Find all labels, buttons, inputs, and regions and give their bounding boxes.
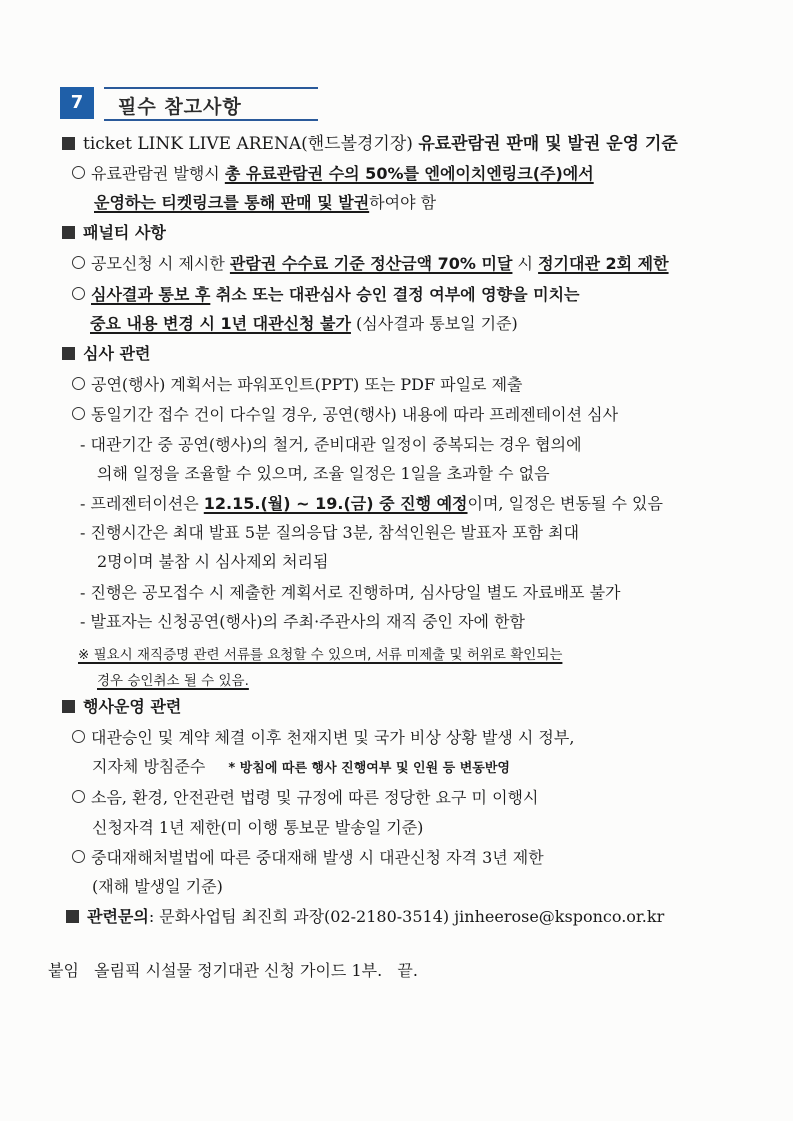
operation-item-1: 대관승인 및 계약 체결 이후 천재지변 및 국가 비상 상황 발생 시 정부, [72, 727, 574, 749]
section-title-box [104, 87, 318, 121]
square-bullet-icon [62, 700, 75, 713]
circle-bullet-icon [72, 256, 85, 269]
review-dash-3-cont: 2명이며 불참 시 심사제외 처리됨 [97, 552, 329, 571]
square-bullet-icon [62, 347, 75, 360]
review-dash-3: - 진행시간은 최대 발표 5분 질의응답 3분, 참석인원은 발표자 포함 최대 [80, 523, 580, 542]
section-header [60, 87, 320, 119]
penalty-heading: 패널티 사항 [62, 222, 166, 244]
circle-bullet-icon [72, 730, 85, 743]
review-dash-2: - 프레젠터이션은 12.15.(월) ~ 19.(금) 중 진행 예정이며, 일정은 변동될 수 있음 [80, 494, 663, 513]
attachment-line: 붙임 올림픽 시설물 정기대관 신청 가이드 1부. 끝. [48, 961, 418, 980]
square-bullet-icon [62, 137, 75, 150]
square-bullet-icon [66, 910, 79, 923]
review-dash-5: - 발표자는 신청공연(행사)의 주최·주관사의 재직 중인 자에 한함 [80, 612, 525, 631]
review-note-cont: 경우 승인취소 될 수 있음. [97, 673, 249, 689]
review-item-1: 공연(행사) 계획서는 파워포인트(PPT) 또는 PDF 파일로 제출 [72, 374, 523, 396]
section-title: 필수 참고사항 [118, 96, 242, 118]
contact-line: 관련문의: 문화사업팀 최진희 과장(02-2180-3514) jinheerose@ksponco.or.kr [66, 906, 664, 928]
operation-item-1-cont: 지자체 방침준수 * 방침에 따른 행사 진행여부 및 인원 등 변동반영 [92, 757, 510, 776]
operation-item-2-cont: 신청자격 1년 제한(미 이행 통보문 발송일 기준) [92, 818, 424, 837]
operation-item-2: 소음, 환경, 안전관련 법령 및 규정에 따른 정당한 요구 미 이행시 [72, 787, 538, 809]
review-item-2: 동일기간 접수 건이 다수일 경우, 공연(행사) 내용에 따라 프레젠테이션 심사 [72, 404, 618, 426]
circle-bullet-icon [72, 166, 85, 179]
operation-item-3: 중대재해처벌법에 따른 중대재해 발생 시 대관신청 자격 3년 제한 [72, 847, 544, 869]
review-dash-4: - 진행은 공모접수 시 제출한 계획서로 진행하며, 심사당일 별도 자료배포 불가 [80, 583, 621, 602]
operation-heading: 행사운영 관련 [62, 696, 181, 718]
section-number: 7 [60, 87, 94, 119]
circle-bullet-icon [72, 287, 85, 300]
ticket-heading: ticket LINK LIVE ARENA(핸드볼경기장) 유료관람권 판매 및 발권 운영 기준 [62, 133, 678, 155]
review-note: ※ 필요시 재직증명 관련 서류를 요청할 수 있으며, 서류 미제출 및 허위로 확인되는 [78, 647, 563, 663]
penalty-item-2-cont: 중요 내용 변경 시 1년 대관신청 불가 (심사결과 통보일 기준) [90, 314, 518, 333]
ticket-item-1: 유료관람권 발행시 총 유료관람권 수의 50%를 엔에이치엔링크(주)에서 [72, 163, 594, 185]
review-heading: 심사 관련 [62, 343, 150, 365]
ticket-item-1-cont: 운영하는 티켓링크를 통해 판매 및 발권하여야 함 [94, 193, 437, 212]
circle-bullet-icon [72, 790, 85, 803]
penalty-item-1: 공모신청 시 제시한 관람권 수수료 기준 정산금액 70% 미달 시 정기대관 2회 제한 [72, 253, 669, 275]
review-dash-1-cont: 의해 일정을 조율할 수 있으며, 조율 일정은 1일을 초과할 수 없음 [97, 464, 550, 483]
square-bullet-icon [62, 226, 75, 239]
operation-item-1-note: * 방침에 따른 행사 진행여부 및 인원 등 변동반영 [228, 761, 510, 776]
penalty-item-2: 심사결과 통보 후 취소 또는 대관심사 승인 결정 여부에 영향을 미치는 [72, 284, 579, 306]
review-dash-1: - 대관기간 중 공연(행사)의 철거, 준비대관 일정이 중복되는 경우 협의에 [80, 435, 582, 454]
circle-bullet-icon [72, 377, 85, 390]
operation-item-3-cont: (재해 발생일 기준) [92, 877, 223, 896]
circle-bullet-icon [72, 407, 85, 420]
circle-bullet-icon [72, 850, 85, 863]
